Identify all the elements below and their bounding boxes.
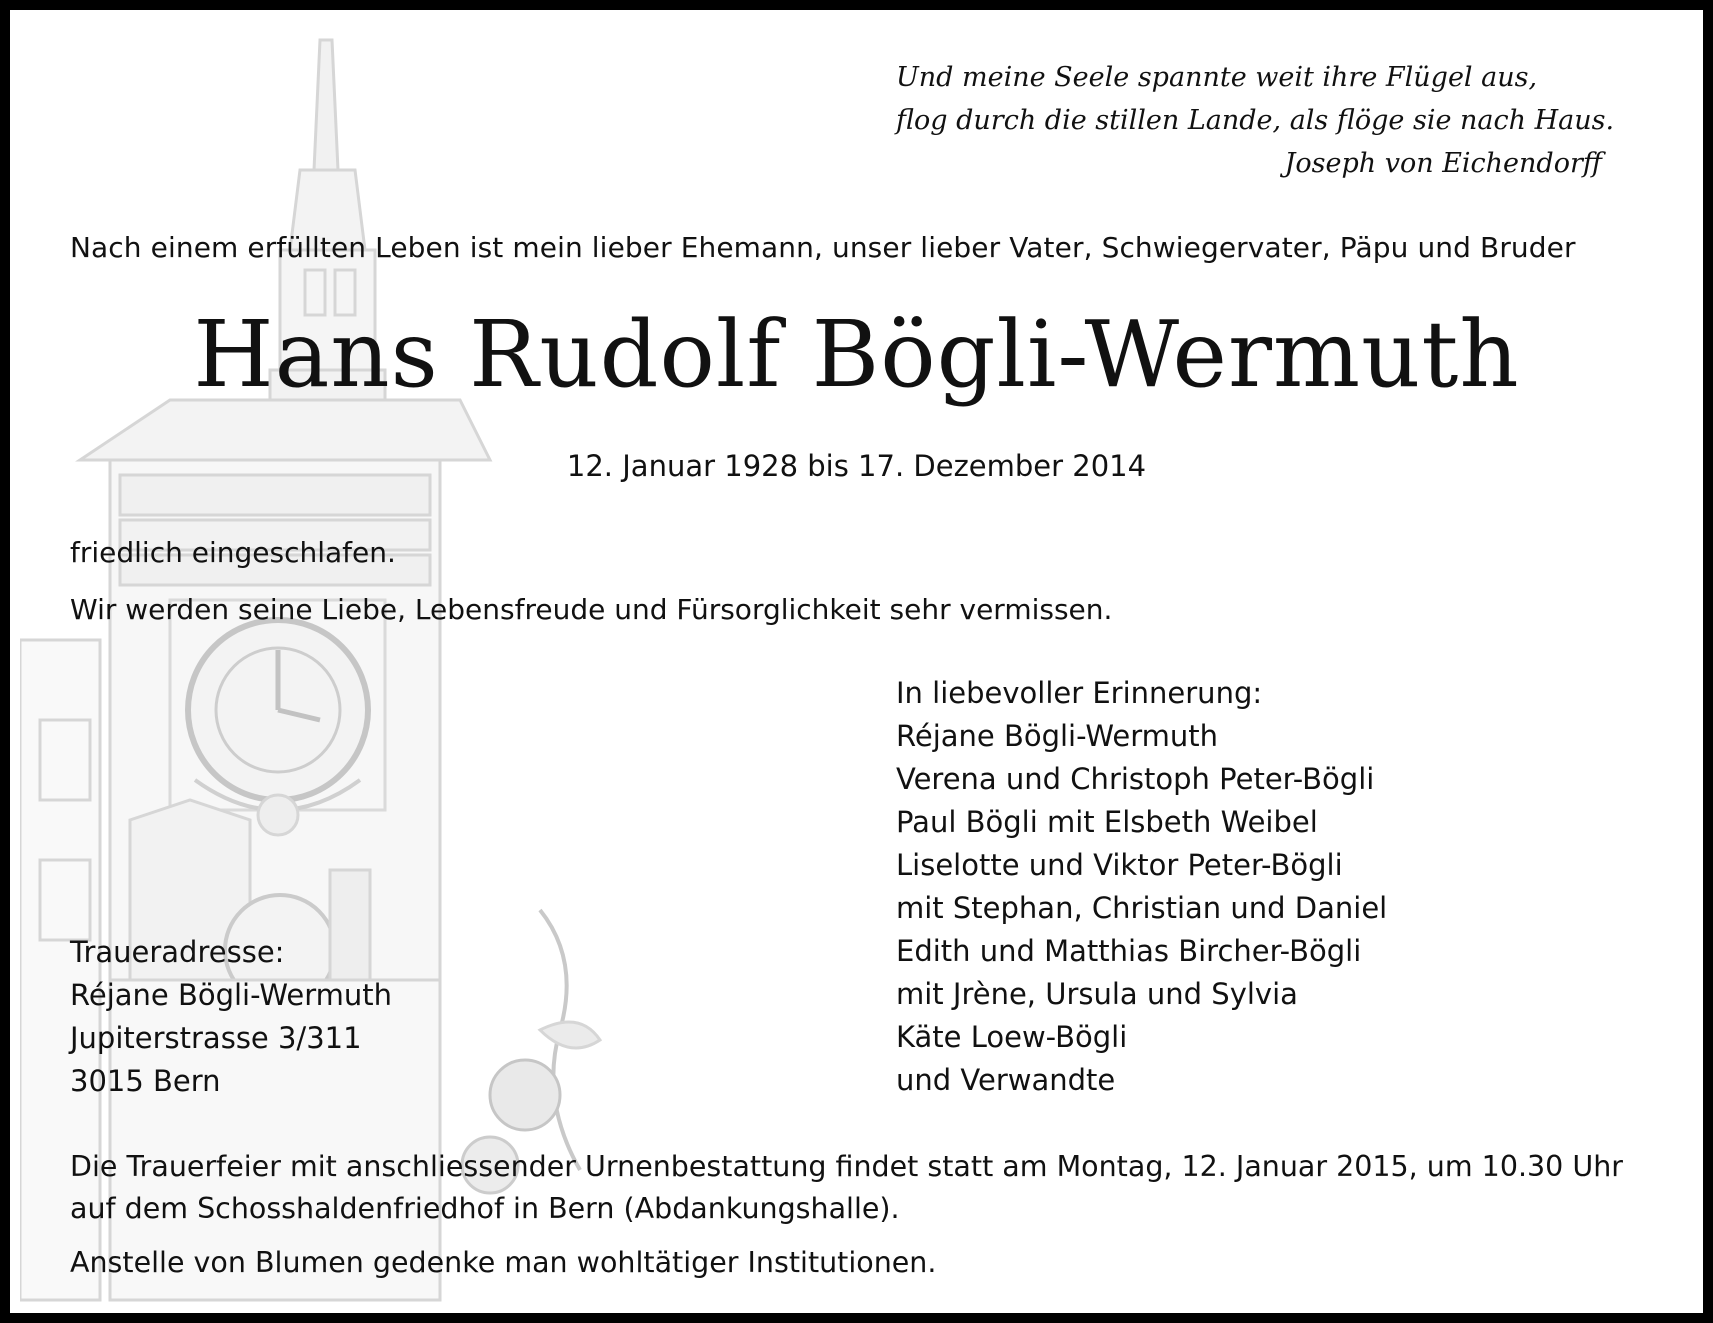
passing-text: friedlich eingeschlafen. [70, 536, 396, 569]
clock-tower-illustration [20, 20, 660, 1320]
address-heading: Traueradresse: [70, 935, 285, 969]
mourner-entry: Liselotte und Viktor Peter-Bögli [896, 848, 1343, 882]
mourner-entry: Paul Bögli mit Elsbeth Weibel [896, 805, 1318, 839]
motto-author: Joseph von Eichendorff [1284, 148, 1602, 179]
intro-text: Nach einem erfüllten Leben ist mein lieber Ehemann, unser lieber Vater, Schwiegervater, Päpu und Bruder [70, 231, 1576, 264]
mourners-heading: In liebevoller Erinnerung: [896, 676, 1263, 710]
ceremony-line: auf dem Schosshaldenfriedhof in Bern (Abdankungshalle). [70, 1192, 900, 1225]
mourner-entry: und Verwandte [896, 1063, 1116, 1097]
donation-note: Anstelle von Blumen gedenke man wohltätiger Institutionen. [70, 1246, 937, 1279]
motto-quote [896, 56, 1616, 185]
mourners-list [896, 672, 1676, 1102]
address-line: Réjane Bögli-Wermuth [70, 978, 393, 1012]
ceremony-line: Die Trauerfeier mit anschliessender Urnenbestattung findet statt am Montag, 12. Januar 2015, um 10.30 Uhr [70, 1150, 1623, 1183]
ceremony-info [70, 1146, 1680, 1230]
mourner-entry: mit Jrène, Ursula und Sylvia [896, 977, 1298, 1011]
mourner-entry: Käte Loew-Bögli [896, 1020, 1128, 1054]
motto-line: flog durch die stillen Lande, als flöge sie nach Haus. [896, 105, 1615, 136]
mourning-address [70, 931, 670, 1103]
life-dates: 12. Januar 1928 bis 17. Dezember 2014 [566, 449, 1147, 483]
deceased-name: Hans Rudolf Bögli-Wermuth [193, 301, 1520, 408]
motto-line: Und meine Seele spannte weit ihre Flügel aus, [896, 62, 1538, 93]
address-line: 3015 Bern [70, 1064, 221, 1098]
mourner-entry: Edith und Matthias Bircher-Bögli [896, 934, 1362, 968]
remembrance-text: Wir werden seine Liebe, Lebensfreude und Fürsorglichkeit sehr vermissen. [70, 593, 1113, 626]
mourner-entry: mit Stephan, Christian und Daniel [896, 891, 1388, 925]
mourner-entry: Verena und Christoph Peter-Bögli [896, 762, 1375, 796]
mourner-entry: Réjane Bögli-Wermuth [896, 719, 1219, 753]
address-line: Jupiterstrasse 3/311 [70, 1021, 362, 1055]
